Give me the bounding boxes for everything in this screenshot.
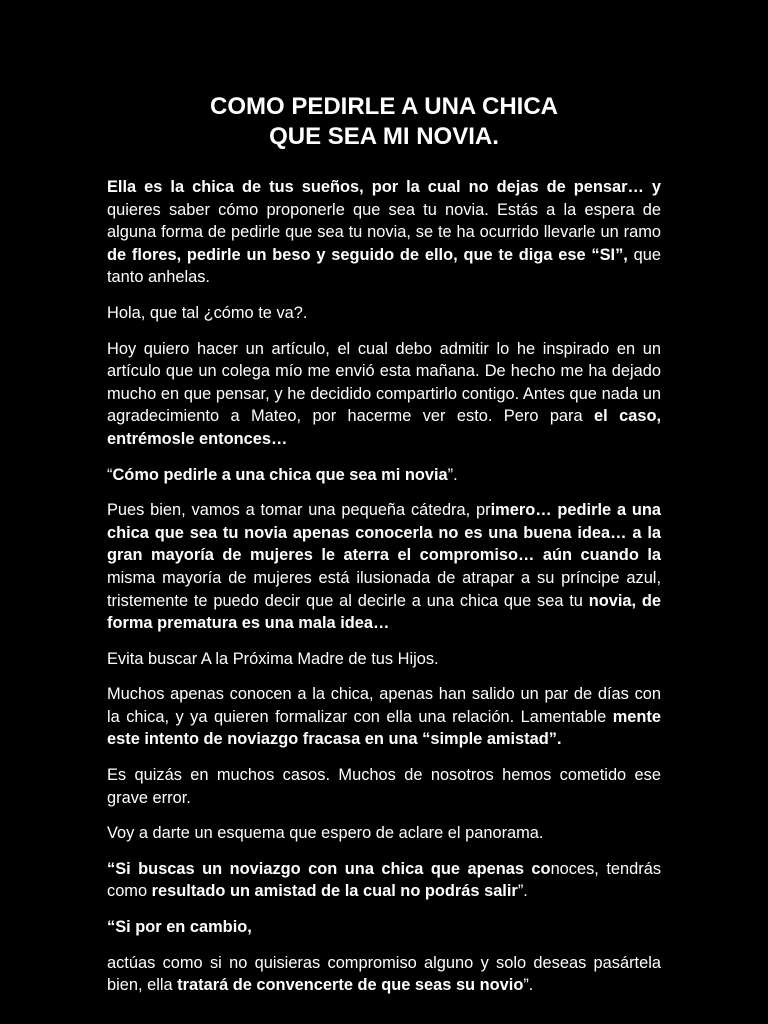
paragraph <box>107 822 661 845</box>
text: noces, tendrás como <box>107 859 662 901</box>
bold-text: “Si por en cambio, <box>107 918 252 937</box>
bold-text: el caso, entrémosle entonces… <box>107 407 662 448</box>
bold-text: Cómo pedirle a una chica que sea mi novia <box>112 465 448 484</box>
bold-text: mente este intento de noviazgo fracasa en una “simple amistad”. <box>107 707 661 749</box>
paragraph <box>107 764 661 809</box>
paragraph <box>107 302 661 325</box>
text: Hoy quiero hacer un artículo, el cual debo admitir lo he inspirado en un artículo que un colega mío me envió esta mañana. De hecho me ha dejado mucho en que pensar, y he decidido compartirlo contigo. Antes que nada un agradecimiento a Mateo, por hacerme ver esto. Pero para <box>107 339 661 426</box>
paragraph <box>107 499 661 635</box>
text: Evita buscar A la Próxima Madre de tus Hijos. <box>107 649 439 668</box>
bold-text: novia, de forma prematura es una mala idea… <box>107 591 662 633</box>
text: “ <box>107 465 113 484</box>
text: que tanto anhelas. <box>107 245 661 287</box>
bold-text: imero… pedirle a una chica que sea tu novia apenas conocerla no es una buena idea… a la gran mayoría de mujeres le aterra el compromiso… aún cuando la <box>107 501 662 565</box>
title-line-1: COMO PEDIRLE A UNA CHICA <box>210 93 558 120</box>
text: ”. <box>447 465 458 484</box>
text: ”. <box>517 882 528 901</box>
text: misma mayoría de mujeres está ilusionada de atrapar a su príncipe azul, tristemente te puedo decir que al decirle a una chica que sea tu <box>107 568 661 610</box>
text: actúas como si no quisieras compromiso alguno y solo deseas pasártela bien, ella <box>107 953 661 995</box>
text: Voy a darte un esquema que espero de aclare el panorama. <box>107 824 544 843</box>
text: ”. <box>523 976 534 995</box>
paragraph <box>107 464 661 487</box>
paragraph <box>107 858 661 903</box>
text: Es quizás en muchos casos. Muchos de nosotros hemos cometido ese grave error. <box>107 766 661 807</box>
article-body <box>107 176 661 997</box>
bold-text: de flores, pedirle un beso y seguido de ello, que te diga ese “SI”, <box>107 245 628 264</box>
title-line-2: QUE SEA MI NOVIA. <box>269 123 499 150</box>
bold-text: “Si buscas un noviazgo con una chica que apenas co <box>107 859 551 878</box>
paragraph <box>107 952 661 997</box>
paragraph <box>107 916 661 939</box>
paragraph <box>107 338 661 451</box>
bold-text: resultado un amistad de la cual no podrás salir <box>151 882 518 901</box>
text: Pues bien, vamos a tomar una pequeña cátedra, pr <box>107 501 491 520</box>
bold-text: tratará de convencerte de que seas su novio <box>177 976 524 995</box>
paragraph <box>107 176 661 289</box>
text: quieres saber cómo proponerle que sea tu novia. Estás a la espera de alguna forma de pedirle que sea tu novia, se te ha ocurrido llevarle un ramo <box>107 200 661 242</box>
paragraph <box>107 683 661 751</box>
paragraph <box>107 648 661 671</box>
text: Hola, que tal ¿cómo te va?. <box>107 303 308 322</box>
page-title <box>107 92 661 152</box>
bold-text: Ella es la chica de tus sueños, por la cual no dejas de pensar… y <box>107 178 661 196</box>
text: Muchos apenas conocen a la chica, apenas han salido un par de días con la chica, y ya quieren formalizar con ella una relación. Lamentable <box>107 685 661 726</box>
